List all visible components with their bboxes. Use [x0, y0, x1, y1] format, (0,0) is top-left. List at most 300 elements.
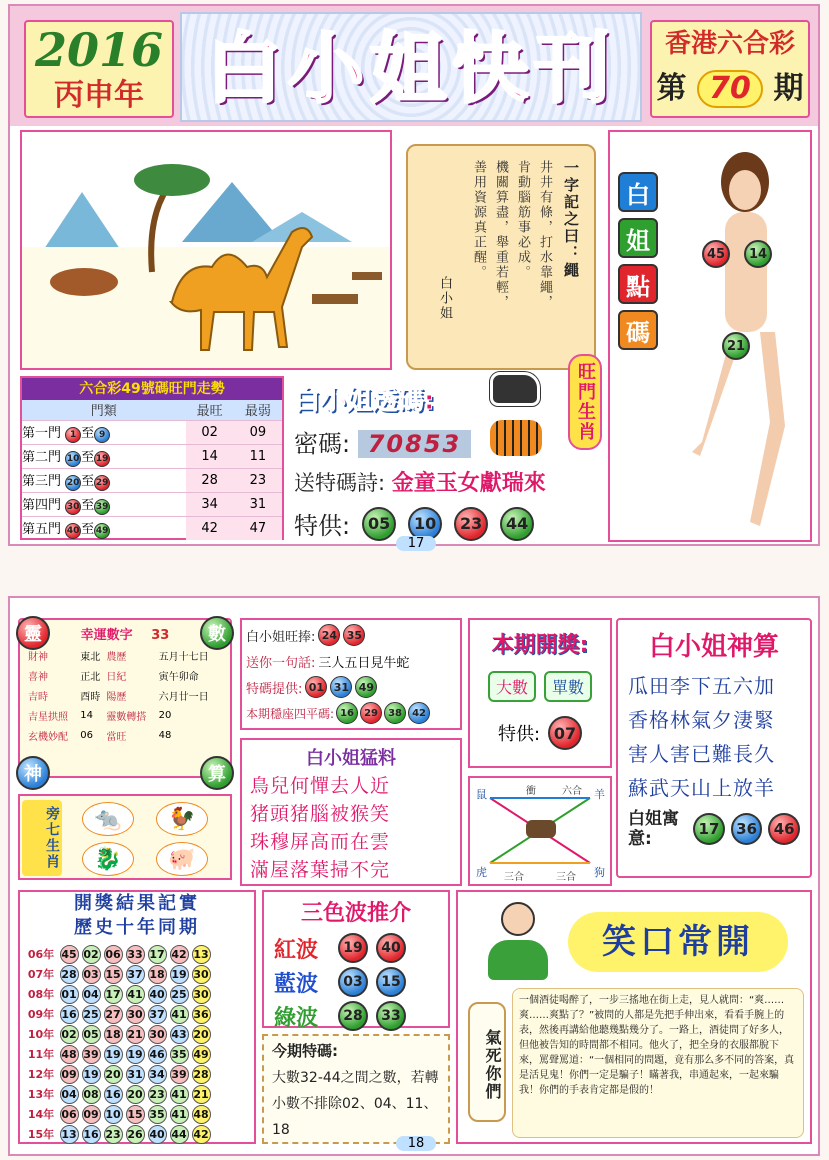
- wang-label: 旺門生肖: [568, 354, 602, 450]
- door-max: 28: [186, 468, 234, 492]
- history-ball: 13: [60, 1125, 79, 1144]
- door-row: 第三門 20 至 29 28 23: [22, 468, 282, 492]
- lucky-c: 當旺: [106, 731, 127, 743]
- issue-number: 70: [697, 70, 763, 108]
- door-to: 29: [94, 475, 110, 491]
- lucky-row: [28, 645, 224, 665]
- year-name: 丙申年: [54, 78, 144, 113]
- bj-char-1: 白: [618, 172, 658, 212]
- lucky-table: [28, 645, 224, 745]
- jin-text: 大數32-44之間之數，若轉小數不排除02、04、11、18: [272, 1070, 439, 1138]
- history-ball: 01: [60, 985, 79, 1004]
- door-from: 20: [65, 475, 81, 491]
- sanse-name: 紅波: [274, 937, 319, 963]
- lucky-title-row: [20, 624, 230, 643]
- tegong-ball-2: 10: [408, 507, 442, 541]
- lucky-c: 靈數轉搭: [106, 711, 147, 723]
- sanse-row: [274, 965, 438, 999]
- issue-suffix: 期: [773, 71, 804, 106]
- sanse-ball: 28: [338, 1001, 368, 1031]
- history-ball: 15: [104, 965, 123, 984]
- door-max: 42: [186, 516, 234, 540]
- history-cell: [190, 1104, 212, 1124]
- history-cell: [190, 1044, 212, 1064]
- cow-icon: [490, 372, 540, 406]
- history-cell: [168, 1004, 190, 1024]
- lucky-number: 33: [151, 628, 170, 643]
- sanse-name: 藍波: [274, 971, 319, 997]
- history-ball: 42: [192, 1125, 211, 1144]
- lucky-a: 吉時: [28, 691, 48, 703]
- lucky-d: 48: [158, 729, 172, 741]
- bj-ball-2: 14: [744, 240, 772, 268]
- shen-title: 白小姐神算: [648, 632, 779, 662]
- history-ball: 25: [170, 985, 189, 1004]
- kai-title: 本期開獎:: [491, 633, 589, 658]
- shen-line-4: 蘇武天山上放羊: [628, 776, 775, 800]
- joke-text: 一個酒徒喝醉了，一步三搖地在街上走，見人就問：“爽……爽……爽點了？”被問的人都是先把手伸出來，看看手腕上的表，然後再講給他聽幾點幾分了。一路上，酒徒問了好多人，但他被告知的時間都不相同。他火了，把全身的衣服都脫下來，罵聲罵道：“一個相同的問題，竟有那么多不同的答案，真是活見鬼！你們一定是騙子！瞞著我，串通起來，一起來騙我！你們的手表肯定都是假的！: [512, 988, 804, 1138]
- history-ball: 30: [148, 1025, 167, 1044]
- diag-tl: 鼠: [476, 788, 487, 801]
- kai-panel: [468, 618, 612, 768]
- shen-badge: 神: [16, 756, 50, 790]
- lucky-row: [28, 705, 224, 725]
- meng-line-2: 猪頭猪腦被猴笑: [250, 803, 391, 825]
- history-cell: [146, 1024, 168, 1044]
- history-cell: [80, 1084, 102, 1104]
- meng-line-3: 珠穆屏高而在雲: [250, 831, 391, 853]
- history-cell: [146, 1124, 168, 1144]
- suan-badge: 算: [200, 756, 234, 790]
- info-panel: [240, 618, 462, 730]
- history-year: 12年: [27, 1068, 55, 1081]
- history-cell: [146, 944, 168, 964]
- zodiac-label: 旁七生肖: [22, 800, 62, 876]
- history-cell: [146, 1084, 168, 1104]
- history-ball: 09: [82, 1105, 101, 1124]
- history-cell: [58, 964, 80, 984]
- zodiac-pig-icon: 🐖: [156, 842, 208, 876]
- shen-ball-1: 17: [693, 813, 725, 845]
- history-ball: 05: [82, 1025, 101, 1044]
- history-row: [24, 1084, 212, 1104]
- history-ball: 41: [126, 985, 145, 1004]
- lucky-c: 日紀: [106, 671, 127, 683]
- lucky-title: 幸運數字: [80, 628, 133, 643]
- history-ball: 23: [148, 1085, 167, 1104]
- shu-badge: 數: [200, 616, 234, 650]
- history-ball: 04: [60, 1085, 79, 1104]
- diag-tr1: 六合: [562, 786, 582, 797]
- history-ball: 19: [82, 1065, 101, 1084]
- relation-arrows: [470, 778, 610, 884]
- shen-yi-label: 白姐寓意:: [628, 809, 679, 849]
- history-cell: [124, 984, 146, 1004]
- history-ball: 15: [126, 1105, 145, 1124]
- history-ball: 41: [170, 1005, 189, 1024]
- history-cell: [124, 1064, 146, 1084]
- lottery-name: 香港六合彩: [664, 29, 795, 59]
- history-year: 06年: [27, 948, 55, 961]
- scroll-col3: 肯動腦筋事必成。: [515, 160, 530, 280]
- siping-ball-3: 38: [384, 702, 406, 724]
- door-table-title: 六合彩49號碼旺門走勢: [22, 378, 282, 400]
- history-year: 14年: [27, 1108, 55, 1121]
- history-year: 07年: [27, 968, 55, 981]
- history-cell: [190, 964, 212, 984]
- door-from: 30: [65, 499, 81, 515]
- door-name: 第五門: [22, 521, 62, 537]
- yiju-label: 送你一句話:: [246, 655, 316, 671]
- zodiac-rat-icon: 🐀: [82, 802, 134, 836]
- camel-picture: [22, 132, 390, 368]
- history-ball: 43: [170, 1025, 189, 1044]
- tiger-icon: [490, 420, 542, 456]
- wang-row: [246, 622, 456, 648]
- meng-panel: [240, 738, 462, 886]
- history-cell: [146, 1064, 168, 1084]
- history-cell: [80, 1104, 102, 1124]
- history-ball: 03: [82, 965, 101, 984]
- jin-title: 今期特碼:: [272, 1042, 338, 1060]
- diag-br2: 狗: [594, 866, 605, 879]
- history-year: 09年: [27, 1008, 55, 1021]
- door-name: 第二門: [22, 449, 62, 465]
- door-to: 49: [94, 523, 110, 539]
- history-ball: 18: [148, 965, 167, 984]
- lucky-a: 喜神: [28, 671, 48, 683]
- history-ball: 27: [104, 1005, 123, 1024]
- history-title-1: 開獎結果記實: [74, 893, 200, 914]
- history-ball: 33: [126, 945, 145, 964]
- shen-line-2: 香格林氣夕淒緊: [628, 708, 775, 732]
- tiaoma-ball-3: 49: [355, 676, 377, 698]
- history-year: 10年: [27, 1028, 55, 1041]
- history-cell: [80, 1124, 102, 1144]
- history-title-2: 歷史十年同期: [74, 917, 200, 938]
- history-ball: 10: [104, 1105, 123, 1124]
- history-row: [24, 1124, 212, 1144]
- poem-scroll: [406, 144, 596, 370]
- history-ball: 18: [104, 1025, 123, 1044]
- history-cell: [190, 1004, 212, 1024]
- history-ball: 06: [60, 1105, 79, 1124]
- tiaoma-ball-2: 31: [330, 676, 352, 698]
- scroll-col4: 機關算盡，舉重若輕，: [493, 160, 508, 310]
- history-cell: [102, 1044, 124, 1064]
- history-row: [24, 964, 212, 984]
- tou-title: 白小姐透碼:: [294, 386, 435, 416]
- history-cell: [168, 1104, 190, 1124]
- shen-ball-3: 46: [768, 813, 800, 845]
- door-min: 31: [234, 492, 282, 516]
- history-ball: 16: [60, 1005, 79, 1024]
- history-cell: [58, 1104, 80, 1124]
- tegong-ball-4: 44: [500, 507, 534, 541]
- door-head-3: 最弱: [244, 404, 271, 420]
- history-ball: 16: [82, 1125, 101, 1144]
- history-ball: 02: [60, 1025, 79, 1044]
- siping-ball-1: 16: [336, 702, 358, 724]
- zodiac-panel: [18, 794, 232, 880]
- history-cell: [58, 1124, 80, 1144]
- door-table: [20, 376, 284, 540]
- wang-label: 白小姐旺捧:: [246, 629, 316, 645]
- history-cell: [102, 1124, 124, 1144]
- main-title: 白小姐快刊: [206, 24, 616, 113]
- sanse-ball: 19: [338, 933, 368, 963]
- kai-row: [470, 716, 610, 750]
- siping-row: [246, 700, 456, 726]
- door-min: 11: [234, 444, 282, 468]
- lucky-row: [28, 725, 224, 745]
- sanse-ball: 15: [376, 967, 406, 997]
- lucky-d: 寅午卯命: [158, 671, 199, 683]
- history-ball: 02: [82, 945, 101, 964]
- history-ball: 37: [148, 1005, 167, 1024]
- page-17: [8, 4, 820, 551]
- history-row: [24, 944, 212, 964]
- history-ball: 34: [148, 1065, 167, 1084]
- ling-badge: 靈: [16, 616, 50, 650]
- kai-tags: [470, 671, 610, 702]
- wang-ball-1: 24: [318, 624, 340, 646]
- history-ball: 30: [126, 1005, 145, 1024]
- tiaoma-ball-1: 01: [305, 676, 327, 698]
- history-ball: 35: [148, 1105, 167, 1124]
- meng-title: 白小姐猛料: [306, 748, 396, 769]
- door-head-2: 最旺: [196, 404, 223, 420]
- history-cell: [190, 944, 212, 964]
- yiju-text: 三人五日見牛蛇: [318, 655, 410, 671]
- history-ball: 17: [148, 945, 167, 964]
- meng-line-4: 滿屋落葉掃不完: [250, 859, 391, 881]
- history-ball: 37: [126, 965, 145, 984]
- history-cell: [102, 1024, 124, 1044]
- bj-ball-3: 21: [722, 332, 750, 360]
- bj-ball-1: 45: [702, 240, 730, 268]
- tegong-ball-1: 05: [362, 507, 396, 541]
- lucky-a: 玄機妙配: [28, 731, 68, 743]
- history-ball: 49: [192, 1045, 211, 1064]
- door-max: 34: [186, 492, 234, 516]
- diag-b: 三合: [504, 872, 524, 883]
- scroll-col1: 一字記之曰：繩: [562, 160, 580, 279]
- history-row: [24, 984, 212, 1004]
- history-cell: [190, 1084, 212, 1104]
- bj-char-4: 碼: [618, 310, 658, 350]
- camel-illustration: [20, 130, 392, 370]
- history-row: [24, 1024, 212, 1044]
- history-ball: 44: [170, 1125, 189, 1144]
- history-cell: [102, 1084, 124, 1104]
- history-cell: [58, 1064, 80, 1084]
- history-cell: [102, 984, 124, 1004]
- history-cell: [80, 1064, 102, 1084]
- history-cell: [124, 1024, 146, 1044]
- bj-title: [618, 172, 662, 350]
- history-cell: [168, 1084, 190, 1104]
- history-cell: [102, 1104, 124, 1124]
- door-row: 第一門 1 至 9 02 09: [22, 420, 282, 444]
- history-cell: [124, 1104, 146, 1124]
- history-cell: [58, 1084, 80, 1104]
- history-ball: 21: [126, 1025, 145, 1044]
- history-ball: 20: [192, 1025, 211, 1044]
- history-row: [24, 1004, 212, 1024]
- history-cell: [80, 1004, 102, 1024]
- lucky-c: 農歷: [106, 651, 127, 663]
- sanse-panel: [262, 890, 450, 1031]
- kai-single: 單數: [544, 671, 592, 702]
- relation-diagram: [468, 776, 612, 886]
- history-cell: [190, 1064, 212, 1084]
- door-name: 第一門: [22, 425, 62, 441]
- yiju-row: [246, 648, 456, 674]
- shen-line-1: 瓜田李下五六加: [628, 674, 775, 698]
- history-table: [24, 944, 212, 1144]
- lottery-box: [650, 20, 810, 118]
- history-year: 11年: [27, 1048, 55, 1061]
- page-number-17: 17: [396, 536, 436, 551]
- year: 2016: [34, 23, 164, 77]
- history-ball: 19: [170, 965, 189, 984]
- sanse-name: 綠波: [274, 1005, 319, 1031]
- door-to: 19: [94, 451, 110, 467]
- history-cell: [146, 1044, 168, 1064]
- siping-ball-4: 42: [408, 702, 430, 724]
- lucky-panel: [18, 618, 232, 785]
- kai-number: 07: [548, 716, 582, 750]
- history-cell: [190, 1024, 212, 1044]
- tiaoma-row: [246, 674, 456, 700]
- lucky-c: 陽歷: [106, 691, 127, 703]
- history-cell: [102, 1004, 124, 1024]
- history-cell: [58, 1024, 80, 1044]
- history-ball: 42: [170, 945, 189, 964]
- page-number-18: 18: [396, 1136, 436, 1151]
- history-ball: 30: [192, 985, 211, 1004]
- door-from: 10: [65, 451, 81, 467]
- diag-bl: 虎: [476, 866, 487, 879]
- history-ball: 35: [170, 1045, 189, 1064]
- history-cell: [146, 1104, 168, 1124]
- history-cell: [190, 1124, 212, 1144]
- history-ball: 39: [170, 1065, 189, 1084]
- poem-label: 送特碼詩:: [294, 471, 386, 495]
- bj-char-3: 點: [618, 264, 658, 304]
- history-cell: [146, 964, 168, 984]
- boy-icon: [488, 902, 548, 982]
- scroll-col5: 善用資源真正醒。: [471, 160, 486, 280]
- history-ball: 41: [170, 1105, 189, 1124]
- issue-prefix: 第: [656, 71, 687, 106]
- shen-panel: [616, 618, 812, 878]
- history-cell: [146, 1004, 168, 1024]
- history-cell: [80, 984, 102, 1004]
- page-18: [8, 596, 820, 1156]
- door-to: 39: [94, 499, 110, 515]
- door-max: 14: [186, 444, 234, 468]
- history-ball: 48: [192, 1105, 211, 1124]
- history-ball: 41: [170, 1085, 189, 1104]
- lucky-b: 東北: [80, 651, 101, 663]
- shen-line-3: 害人害已難長久: [628, 742, 775, 766]
- door-row: 第二門 10 至 19 14 11: [22, 444, 282, 468]
- history-cell: [80, 1024, 102, 1044]
- history-row: [24, 1044, 212, 1064]
- lucky-b: 06: [80, 729, 93, 741]
- history-ball: 17: [104, 985, 123, 1004]
- history-year: 08年: [27, 988, 55, 1001]
- issue: [652, 66, 808, 112]
- history-cell: [80, 964, 102, 984]
- history-ball: 31: [126, 1065, 145, 1084]
- sanse-ball: 03: [338, 967, 368, 997]
- door-min: 23: [234, 468, 282, 492]
- door-row: 第四門 30 至 39 34 31: [22, 492, 282, 516]
- history-ball: 21: [192, 1085, 211, 1104]
- history-ball: 28: [60, 965, 79, 984]
- history-ball: 16: [104, 1085, 123, 1104]
- title-banner: [180, 12, 642, 122]
- lucky-d: 五月十七日: [158, 651, 209, 663]
- sanse-row: [274, 931, 438, 965]
- history-ball: 40: [148, 1125, 167, 1144]
- history-cell: [124, 1084, 146, 1104]
- history-cell: [102, 944, 124, 964]
- shen-ball-2: 36: [731, 813, 763, 845]
- lucky-d: 20: [158, 709, 172, 721]
- history-ball: 23: [104, 1125, 123, 1144]
- history-year: 15年: [27, 1128, 55, 1141]
- history-ball: 04: [82, 985, 101, 1004]
- sanse-row: [274, 999, 438, 1033]
- lucky-b: 正北: [80, 671, 101, 683]
- joke-panel: [456, 890, 812, 1144]
- sanse-ball: 40: [376, 933, 406, 963]
- sanse-ball: 33: [376, 1001, 406, 1031]
- mima-label: 密碼:: [294, 430, 351, 458]
- history-cell: [124, 944, 146, 964]
- kai-label: 特供:: [497, 724, 541, 745]
- history-cell: [124, 964, 146, 984]
- lucky-b: 14: [80, 709, 93, 721]
- history-cell: [80, 944, 102, 964]
- history-cell: [102, 964, 124, 984]
- zodiac-dragon-icon: 🐉: [82, 842, 134, 876]
- history-ball: 20: [126, 1085, 145, 1104]
- lucky-a: 財神: [28, 651, 48, 663]
- meng-line-1: 鳥兒何憚去人近: [250, 775, 391, 797]
- history-ball: 45: [60, 945, 79, 964]
- year-box: [24, 20, 174, 118]
- tiaoma-label: 特碼提供:: [246, 681, 303, 697]
- lucky-a: 吉星拱照: [28, 711, 68, 723]
- history-cell: [80, 1044, 102, 1064]
- wang-ball-2: 35: [343, 624, 365, 646]
- mima-row: [294, 424, 471, 459]
- history-cell: [58, 1004, 80, 1024]
- door-head-1: 門類: [90, 404, 117, 420]
- history-ball: 36: [192, 1005, 211, 1024]
- shen-yi-row: [628, 809, 800, 849]
- history-ball: 08: [82, 1085, 101, 1104]
- door-name: 第四門: [22, 497, 62, 513]
- bj-char-2: 姐: [618, 218, 658, 258]
- history-cell: [124, 1124, 146, 1144]
- history-cell: [124, 1004, 146, 1024]
